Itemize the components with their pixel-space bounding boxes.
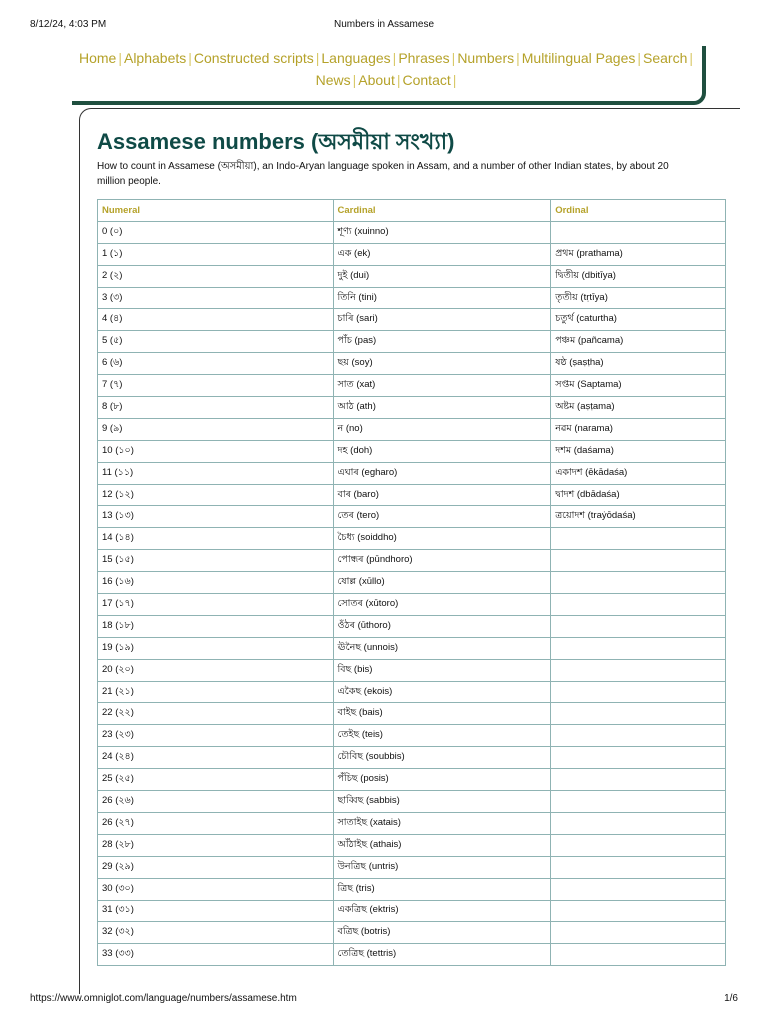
- table-row: [98, 944, 726, 966]
- cell-ordinal: [551, 572, 726, 594]
- table-row: [98, 834, 726, 856]
- nav-link-about[interactable]: About: [358, 72, 395, 88]
- cell-numeral: 30 (৩০): [98, 878, 334, 900]
- table-row: [98, 812, 726, 834]
- nav-separator: |: [315, 50, 320, 66]
- cell-ordinal: দ্বাদশ (dbādaśa): [551, 484, 726, 506]
- cell-cardinal: দুই (dui): [333, 265, 551, 287]
- cell-ordinal: দ্বিতীয় (dbitīya): [551, 265, 726, 287]
- cell-ordinal: [551, 878, 726, 900]
- cell-cardinal: সোতৰ (xūtoro): [333, 594, 551, 616]
- table-header-row: [98, 200, 726, 222]
- nav-separator: |: [396, 72, 401, 88]
- cell-numeral: 0 (০): [98, 221, 334, 243]
- cell-ordinal: [551, 812, 726, 834]
- cell-cardinal: চৈধ্য (soiddho): [333, 528, 551, 550]
- cell-ordinal: [551, 791, 726, 813]
- cell-cardinal: এক (ek): [333, 243, 551, 265]
- nav-separator: |: [452, 72, 457, 88]
- cell-ordinal: [551, 725, 726, 747]
- table-row: [98, 397, 726, 419]
- table-row: [98, 265, 726, 287]
- cell-cardinal: তেত্ৰিছ (tettris): [333, 944, 551, 966]
- cell-cardinal: চৌবিছ (soubbis): [333, 747, 551, 769]
- cell-cardinal: বাইছ (bais): [333, 703, 551, 725]
- numbers-table: [97, 199, 726, 966]
- table-row: [98, 594, 726, 616]
- cell-ordinal: অষ্টম (aṣṭama): [551, 397, 726, 419]
- nav-separator: |: [118, 50, 122, 66]
- cell-ordinal: [551, 769, 726, 791]
- nav-link-alphabets[interactable]: Alphabets: [123, 50, 187, 66]
- table-row: [98, 331, 726, 353]
- cell-cardinal: পোন্ধৰ (pūndhoro): [333, 550, 551, 572]
- cell-ordinal: পঞ্চম (pañcama): [551, 331, 726, 353]
- nav-separator: |: [188, 50, 192, 66]
- cell-cardinal: ছয় (soy): [333, 353, 551, 375]
- cell-numeral: 17 (১৭): [98, 594, 334, 616]
- cell-cardinal: তেৰ (tero): [333, 506, 551, 528]
- table-row: [98, 462, 726, 484]
- cell-cardinal: তিনি (tini): [333, 287, 551, 309]
- nav-separator: |: [689, 50, 694, 66]
- cell-cardinal: বিছ (bis): [333, 659, 551, 681]
- print-datetime: 8/12/24, 4:03 PM: [30, 19, 107, 30]
- nav-separator: |: [392, 50, 397, 66]
- cell-numeral: 3 (৩): [98, 287, 334, 309]
- cell-cardinal: ষোল্ল (xūllo): [333, 572, 551, 594]
- cell-ordinal: একাদশ (ēkādaśa): [551, 462, 726, 484]
- cell-numeral: 28 (২৮): [98, 834, 334, 856]
- cell-ordinal: তৃতীয় (tṛtīya): [551, 287, 726, 309]
- nav-separator: |: [516, 50, 520, 66]
- cell-cardinal: ত্ৰিছ (tris): [333, 878, 551, 900]
- cell-numeral: 11 (১১): [98, 462, 334, 484]
- header-cardinal: Cardinal: [333, 200, 551, 222]
- cell-numeral: 25 (২৫): [98, 769, 334, 791]
- cell-cardinal: পঁচিছ (posis): [333, 769, 551, 791]
- table-row: [98, 440, 726, 462]
- cell-numeral: 29 (২৯): [98, 856, 334, 878]
- cell-numeral: 21 (২১): [98, 681, 334, 703]
- cell-numeral: 24 (২৪): [98, 747, 334, 769]
- table-row: [98, 725, 726, 747]
- table-row: [98, 856, 726, 878]
- table-row: [98, 769, 726, 791]
- cell-numeral: 2 (২): [98, 265, 334, 287]
- cell-cardinal: বত্ৰিছ (botris): [333, 922, 551, 944]
- cell-ordinal: [551, 615, 726, 637]
- table-row: [98, 637, 726, 659]
- cell-numeral: 33 (৩৩): [98, 944, 334, 966]
- table-row: [98, 309, 726, 331]
- cell-ordinal: দশম (daśama): [551, 440, 726, 462]
- cell-numeral: 8 (৮): [98, 397, 334, 419]
- cell-ordinal: [551, 834, 726, 856]
- table-row: [98, 528, 726, 550]
- header-numeral: Numeral: [98, 200, 334, 222]
- cell-numeral: 26 (২৭): [98, 812, 334, 834]
- cell-ordinal: সপ্তম (Saptama): [551, 375, 726, 397]
- print-header: [0, 19, 768, 33]
- cell-cardinal: তেইছ (teis): [333, 725, 551, 747]
- table-row: [98, 900, 726, 922]
- cell-numeral: 4 (৪): [98, 309, 334, 331]
- cell-numeral: 1 (১): [98, 243, 334, 265]
- cell-ordinal: [551, 900, 726, 922]
- nav-link-phrases[interactable]: Phrases: [398, 50, 450, 66]
- cell-numeral: 5 (৫): [98, 331, 334, 353]
- cell-ordinal: [551, 681, 726, 703]
- cell-cardinal: সাতাইছ (xatais): [333, 812, 551, 834]
- cell-cardinal: একত্ৰিছ (ektris): [333, 900, 551, 922]
- cell-numeral: 20 (২০): [98, 659, 334, 681]
- nav-separator: |: [637, 50, 642, 66]
- cell-ordinal: [551, 944, 726, 966]
- table-row: [98, 484, 726, 506]
- cell-ordinal: [551, 528, 726, 550]
- cell-cardinal: ন (no): [333, 418, 551, 440]
- cell-ordinal: [551, 703, 726, 725]
- page-title: Assamese numbers (অসমীয়া সংখ্যা): [97, 129, 455, 154]
- cell-cardinal: বাৰ (baro): [333, 484, 551, 506]
- cell-ordinal: [551, 856, 726, 878]
- table-row: [98, 418, 726, 440]
- cell-ordinal: [551, 637, 726, 659]
- cell-numeral: 15 (১৫): [98, 550, 334, 572]
- cell-numeral: 16 (১৬): [98, 572, 334, 594]
- cell-cardinal: দহ (doh): [333, 440, 551, 462]
- table-row: [98, 221, 726, 243]
- table-row: [98, 747, 726, 769]
- table-row: [98, 243, 726, 265]
- cell-ordinal: [551, 747, 726, 769]
- cell-numeral: 26 (২৬): [98, 791, 334, 813]
- nav-link-multilingual-pages[interactable]: Multilingual Pages: [521, 50, 636, 66]
- cell-numeral: 31 (৩১): [98, 900, 334, 922]
- cell-cardinal: শূণ্য (xuinno): [333, 221, 551, 243]
- cell-cardinal: উনত্ৰিছ (untris): [333, 856, 551, 878]
- nav-separator: |: [451, 50, 456, 66]
- table-row: [98, 703, 726, 725]
- cell-numeral: 32 (৩২): [98, 922, 334, 944]
- cell-ordinal: চতুৰ্থ (caturtha): [551, 309, 726, 331]
- cell-cardinal: ছাব্বিছ (sabbis): [333, 791, 551, 813]
- cell-ordinal: প্ৰথম (prathama): [551, 243, 726, 265]
- nav-link-home[interactable]: Home: [78, 50, 117, 66]
- cell-numeral: 13 (১৩): [98, 506, 334, 528]
- cell-cardinal: এঘাৰ (egharo): [333, 462, 551, 484]
- cell-cardinal: ঊনৈছ (unnois): [333, 637, 551, 659]
- cell-ordinal: নৱম (narama): [551, 418, 726, 440]
- table-row: [98, 922, 726, 944]
- cell-cardinal: আঠ (ath): [333, 397, 551, 419]
- table-row: [98, 878, 726, 900]
- cell-cardinal: পাঁচ (pas): [333, 331, 551, 353]
- intro-text: How to count in Assamese (অসমীয়া), an Indo-Aryan language spoken in Assam, and a number of other Indian states, by about 20 million people.: [97, 161, 669, 187]
- cell-numeral: 10 (১০): [98, 440, 334, 462]
- nav-link-news[interactable]: News: [315, 72, 351, 88]
- nav-link-contact[interactable]: Contact: [402, 72, 451, 88]
- table-row: [98, 572, 726, 594]
- nav-link-languages[interactable]: Languages: [321, 50, 391, 66]
- table-row: [98, 353, 726, 375]
- cell-cardinal: আঁঠাইছ (athais): [333, 834, 551, 856]
- cell-ordinal: [551, 221, 726, 243]
- cell-numeral: 18 (১৮): [98, 615, 334, 637]
- site-navigation: [72, 46, 706, 105]
- cell-numeral: 23 (২৩): [98, 725, 334, 747]
- header-ordinal: Ordinal: [551, 200, 726, 222]
- cell-numeral: 19 (১৯): [98, 637, 334, 659]
- cell-ordinal: [551, 594, 726, 616]
- table-row: [98, 550, 726, 572]
- table-row: [98, 681, 726, 703]
- cell-ordinal: ত্ৰয়োদশ (traẏōdaśa): [551, 506, 726, 528]
- table-row: [98, 287, 726, 309]
- cell-numeral: 7 (৭): [98, 375, 334, 397]
- nav-link-numbers[interactable]: Numbers: [457, 50, 515, 66]
- cell-ordinal: [551, 922, 726, 944]
- table-row: [98, 506, 726, 528]
- cell-cardinal: একৈছ (ekois): [333, 681, 551, 703]
- cell-cardinal: সাত (xat): [333, 375, 551, 397]
- cell-ordinal: [551, 659, 726, 681]
- print-footer: [0, 993, 768, 1007]
- cell-cardinal: চাৰি (sari): [333, 309, 551, 331]
- cell-numeral: 14 (১৪): [98, 528, 334, 550]
- nav-link-constructed-scripts[interactable]: Constructed scripts: [193, 50, 314, 66]
- print-url: https://www.omniglot.com/language/numbers/assamese.htm: [30, 993, 297, 1004]
- cell-numeral: 22 (২২): [98, 703, 334, 725]
- cell-ordinal: [551, 550, 726, 572]
- table-row: [98, 791, 726, 813]
- cell-ordinal: ষষ্ঠ (ṣaṣṭha): [551, 353, 726, 375]
- cell-numeral: 9 (৯): [98, 418, 334, 440]
- table-row: [98, 659, 726, 681]
- nav-link-search[interactable]: Search: [643, 50, 688, 66]
- cell-numeral: 12 (১২): [98, 484, 334, 506]
- nav-separator: |: [352, 72, 357, 88]
- print-page-title: Numbers in Assamese: [333, 19, 435, 30]
- cell-cardinal: ওঁঠৰ (ūthoro): [333, 615, 551, 637]
- table-row: [98, 615, 726, 637]
- table-row: [98, 375, 726, 397]
- print-page-number: 1/6: [724, 993, 738, 1004]
- cell-numeral: 6 (৬): [98, 353, 334, 375]
